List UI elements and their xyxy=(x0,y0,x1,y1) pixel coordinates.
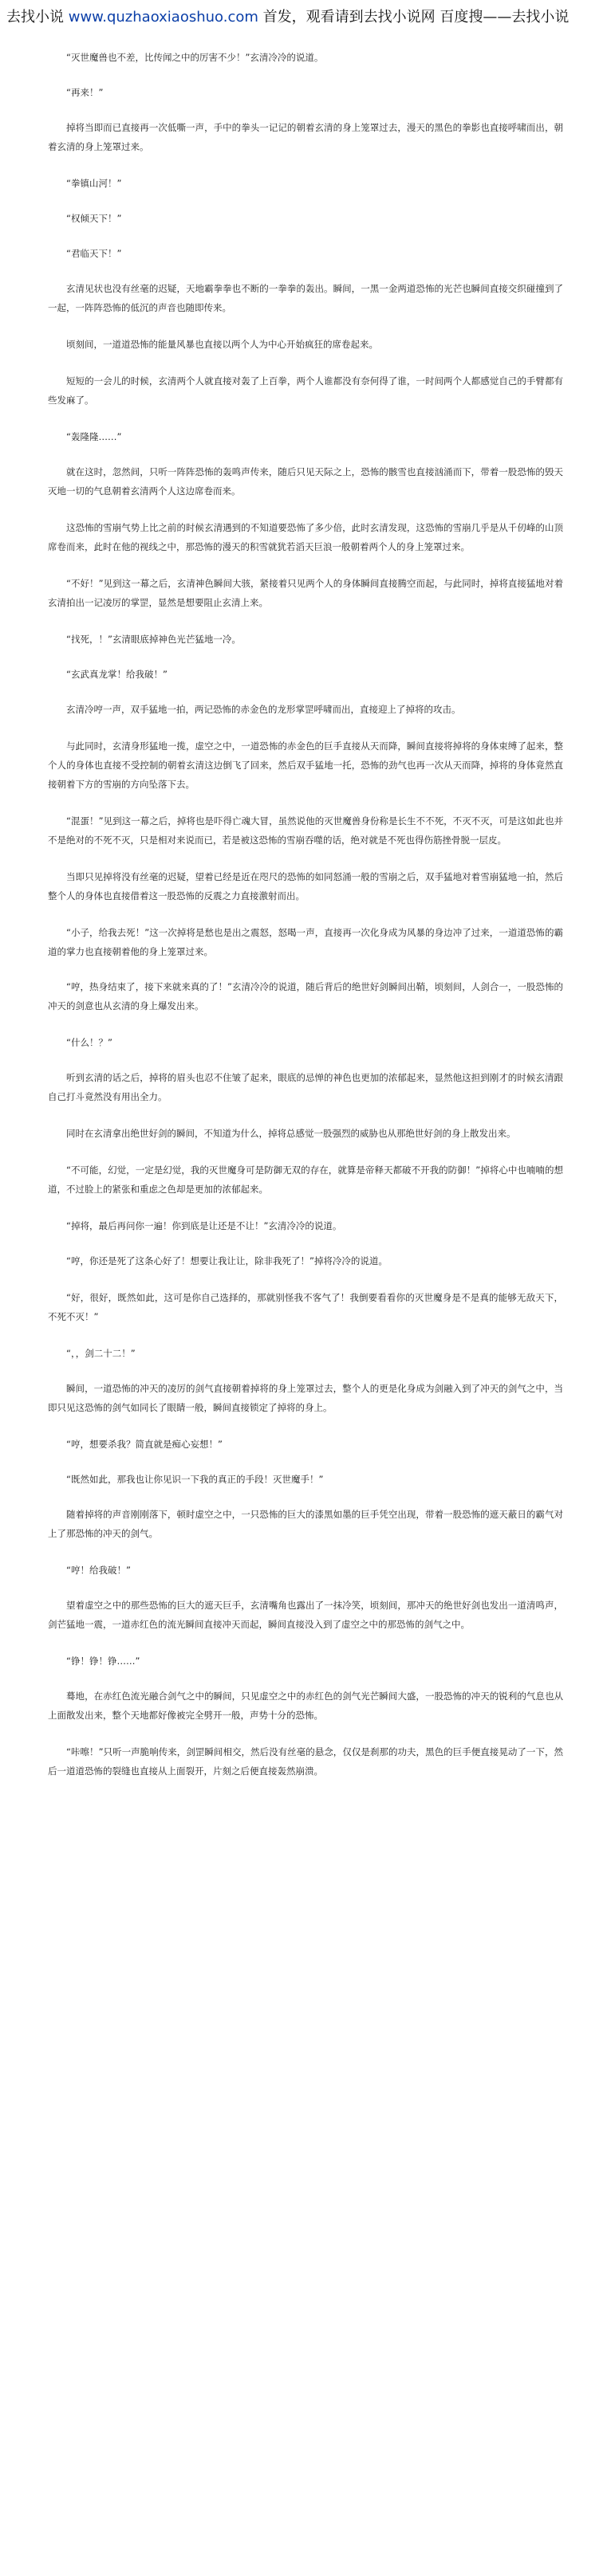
paragraph-p19: 当即只见掉将没有丝毫的迟疑，望着已经是近在咫尺的恐怖的如同怒涌一般的雪崩之后，双手猛地对着雪崩猛地一拍，然后整个人的身体也直接借着这一股恐怖的反震之力直接激射而出。 xyxy=(48,871,563,901)
paragraph-p9: 短短的一会儿的时候，玄清两个人就直接对轰了上百拳，两个人谁都没有奈何得了谁，一时间两个人都感觉自己的手臂都有些发麻了。 xyxy=(48,375,563,406)
paragraph-p25: “不可能，幻觉，一定是幻觉，我的灭世魔身可是防御无双的存在，就算是帝释天都破不开我的防御！”掉将心中也喃喃的想道，不过脸上的紧张和重虑之色却是更加的浓郁起来。 xyxy=(48,1164,563,1195)
paragraph-p1: “灭世魔兽也不差，比传闻之中的厉害不少！”玄清冷冷的说道。 xyxy=(66,52,324,63)
banner-suffix: 首发，观看请到去找小说网 百度搜——去找小说 xyxy=(258,9,570,26)
paragraph-p5: “权倾天下！” xyxy=(66,213,122,224)
paragraph-p12: 这恐怖的雪崩气势上比之前的时候玄清遇到的不知道要恐怖了多少倍，此时玄清发现，这恐怖的雪崩几乎是从千仞峰的山顶席卷而来，此时在他的视线之中，那恐怖的漫天的积雪就犹若滔天巨浪一般朝着两个人的身上笼罩过来。 xyxy=(48,522,563,552)
paragraph-p22: “什么！？” xyxy=(66,1037,112,1048)
paragraph-p11: 就在这时，忽然间，只听一阵阵恐怖的轰鸣声传来，随后只见天际之上，恐怖的骸雪也直接汹涌而下，带着一股恐怖的毁天灭地一切的气息朝着玄清两个人这边席卷而来。 xyxy=(48,466,563,497)
paragraph-p14: “找死，！”玄清眼底掉神色光芒猛地一冷。 xyxy=(66,634,241,645)
paragraph-p6: “君临天下！” xyxy=(66,248,122,259)
paragraph-p3: 掉将当即而已直接再一次低嘶一声，手中的拳头一记记的朝着玄清的身上笼罩过去，漫天的黑色的拳影也直接呼啸而出，朝着玄清的身上笼罩过来。 xyxy=(48,122,563,152)
paragraph-p13: “不好！”见到这一幕之后，玄清神色瞬间大骇，紧接着只见两个人的身体瞬间直接腾空而起，与此同时，掉将直接猛地对着玄清拍出一记凌厉的掌罡，显然是想要阻止玄清上来。 xyxy=(48,578,563,608)
site-banner xyxy=(0,0,611,35)
paragraph-p32: “既然如此，那我也让你见识一下我的真正的手段！灭世魔手！” xyxy=(66,1474,324,1485)
paragraph-p30: 瞬间，一道恐怖的冲天的凌厉的剑气直接朝着掉将的身上笼罩过去，整个人的更是化身成为剑融入到了冲天的剑气之中，当即只见这恐怖的剑气如同长了眼睛一般，瞬间直接锁定了掉将的身上。 xyxy=(48,1383,563,1413)
paragraph-p10: “轰隆隆……” xyxy=(66,431,122,442)
paragraph-p23: 听到玄清的话之后，掉将的眉头也忍不住皱了起来，眼底的忌惮的神色也更加的浓郁起来，显然他这担到刚才的时候玄清跟自己打斗竟然没有用出全力。 xyxy=(48,1072,563,1102)
paragraph-p26: “掉将，最后再问你一遍！你到底是让还是不让！”玄清冷冷的说道。 xyxy=(66,1220,342,1231)
paragraph-p21: “哼，热身结束了，接下来就来真的了！”玄清冷冷的说道，随后背后的绝世好剑瞬间出鞘，顷刻间，人剑合一，一股恐怖的冲天的剑意也从玄清的身上爆发出来。 xyxy=(48,981,563,1011)
paragraph-p28: “好，很好，既然如此，这可是你自己选择的，那就别怪我不客气了！我倒要看看你的灭世魔身是不是真的能够无敌天下，不死不灭！” xyxy=(48,1292,563,1322)
paragraph-p33: 随着掉将的声音刚刚落下，顿时虚空之中，一只恐怖的巨大的漆黑如墨的巨手凭空出现，带着一股恐怖的遮天蔽日的霸气对上了那恐怖的冲天的剑气。 xyxy=(48,1509,563,1539)
paragraph-p8: 顷刻间，一道道恐怖的能量风暴也直接以两个人为中心开始疯狂的席卷起来。 xyxy=(66,339,378,350)
paragraph-p38: “咔嚓！”只听一声脆响传来，剑罡瞬间相交，然后没有丝毫的悬念，仅仅是刹那的功夫，黑色的巨手便直接晃动了一下，然后一道道恐怖的裂缝也直接从上面裂开，片刻之后便直接轰然崩溃。 xyxy=(48,1746,563,1777)
paragraph-p24: 同时在玄清拿出绝世好剑的瞬间，不知道为什么，掉将总感觉一股强烈的威胁也从那绝世好剑的身上散发出来。 xyxy=(66,1128,516,1139)
banner-prefix: 去找小说 xyxy=(6,9,69,26)
paragraph-p37: 蓦地，在赤红色流光融合剑气之中的瞬间，只见虚空之中的赤红色的剑气光芒瞬间大盛，一股恐怖的冲天的锐利的气息也从上面散发出来，整个天地都好像被完全劈开一般，声势十分的恐怖。 xyxy=(48,1690,563,1721)
paragraph-p31: “哼，想要杀我？简直就是痴心妄想！” xyxy=(66,1439,223,1450)
paragraph-p7: 玄清见状也没有丝毫的迟疑，天地霸拳拳也不断的一拳拳的轰出。瞬间，一黑一金两道恐怖的光芒也瞬间直接交织碰撞到了一起，一阵阵恐怖的低沉的声音也随即传来。 xyxy=(48,283,563,313)
paragraph-p29: “，，剑二十二！” xyxy=(66,1348,136,1359)
paragraph-p36: “铮！铮！铮……” xyxy=(66,1655,140,1667)
paragraph-p17: 与此同时，玄清身形猛地一揽，虚空之中，一道恐怖的赤金色的巨手直接从天而降，瞬间直接将掉将的身体束缚了起来，整个人的身体也直接不受控制的朝着玄清这边倒飞了回来，然后双手猛地一托，恐怖的劲气也再一次从天而降，掉将的身体竟然直接朝着下方的雪崩的方向坠落下去。 xyxy=(48,740,563,790)
paragraph-p16: 玄清冷哼一声，双手猛地一拍，两记恐怖的赤金色的龙形掌罡呼啸而出，直接迎上了掉将的攻击。 xyxy=(66,704,461,715)
paragraph-p15: “玄武真龙掌！给我破！” xyxy=(66,669,168,680)
site-url-link[interactable]: www.quzhaoxiaoshuo.com xyxy=(68,9,258,26)
paragraph-p20: “小子，给我去死！”这一次掉将是愁也是出之震怒，怒喝一声，直接再一次化身成为风暴的身边冲了过来，一道道恐怖的霸道的掌力也直接朝着他的身上笼罩过来。 xyxy=(48,927,563,957)
paragraph-p27: “哼，你还是死了这条心好了！想要让我让让，除非我死了！”掉将冷冷的说道。 xyxy=(66,1255,388,1266)
paragraph-p35: 望着虚空之中的那些恐怖的巨大的遮天巨手，玄清嘴角也露出了一抹冷笑，顷刻间，那冲天的绝世好剑也发出一道清鸣声，剑芒猛地一震，一道赤红色的流光瞬间直接冲天而起，瞬间直接没入到了虚空之中的那恐怖的剑气之中。 xyxy=(48,1600,563,1630)
story-body xyxy=(48,48,563,1798)
paragraph-p34: “哼！给我破！” xyxy=(66,1565,131,1576)
paragraph-p18: “混蛋！”见到这一幕之后，掉将也是吓得亡魂大冒，虽然说他的灭世魔兽身份称是长生不不死，不灭不灭，可是这如此也并不是绝对的不死不灭，只是相对来说而已，若是被这恐怖的雪崩吞噬的话，绝对就是不死也得伤筋挫骨脱一层皮。 xyxy=(48,815,563,846)
paragraph-p2: “再来！” xyxy=(66,87,104,98)
paragraph-p4: “拳镇山河！” xyxy=(66,178,122,189)
